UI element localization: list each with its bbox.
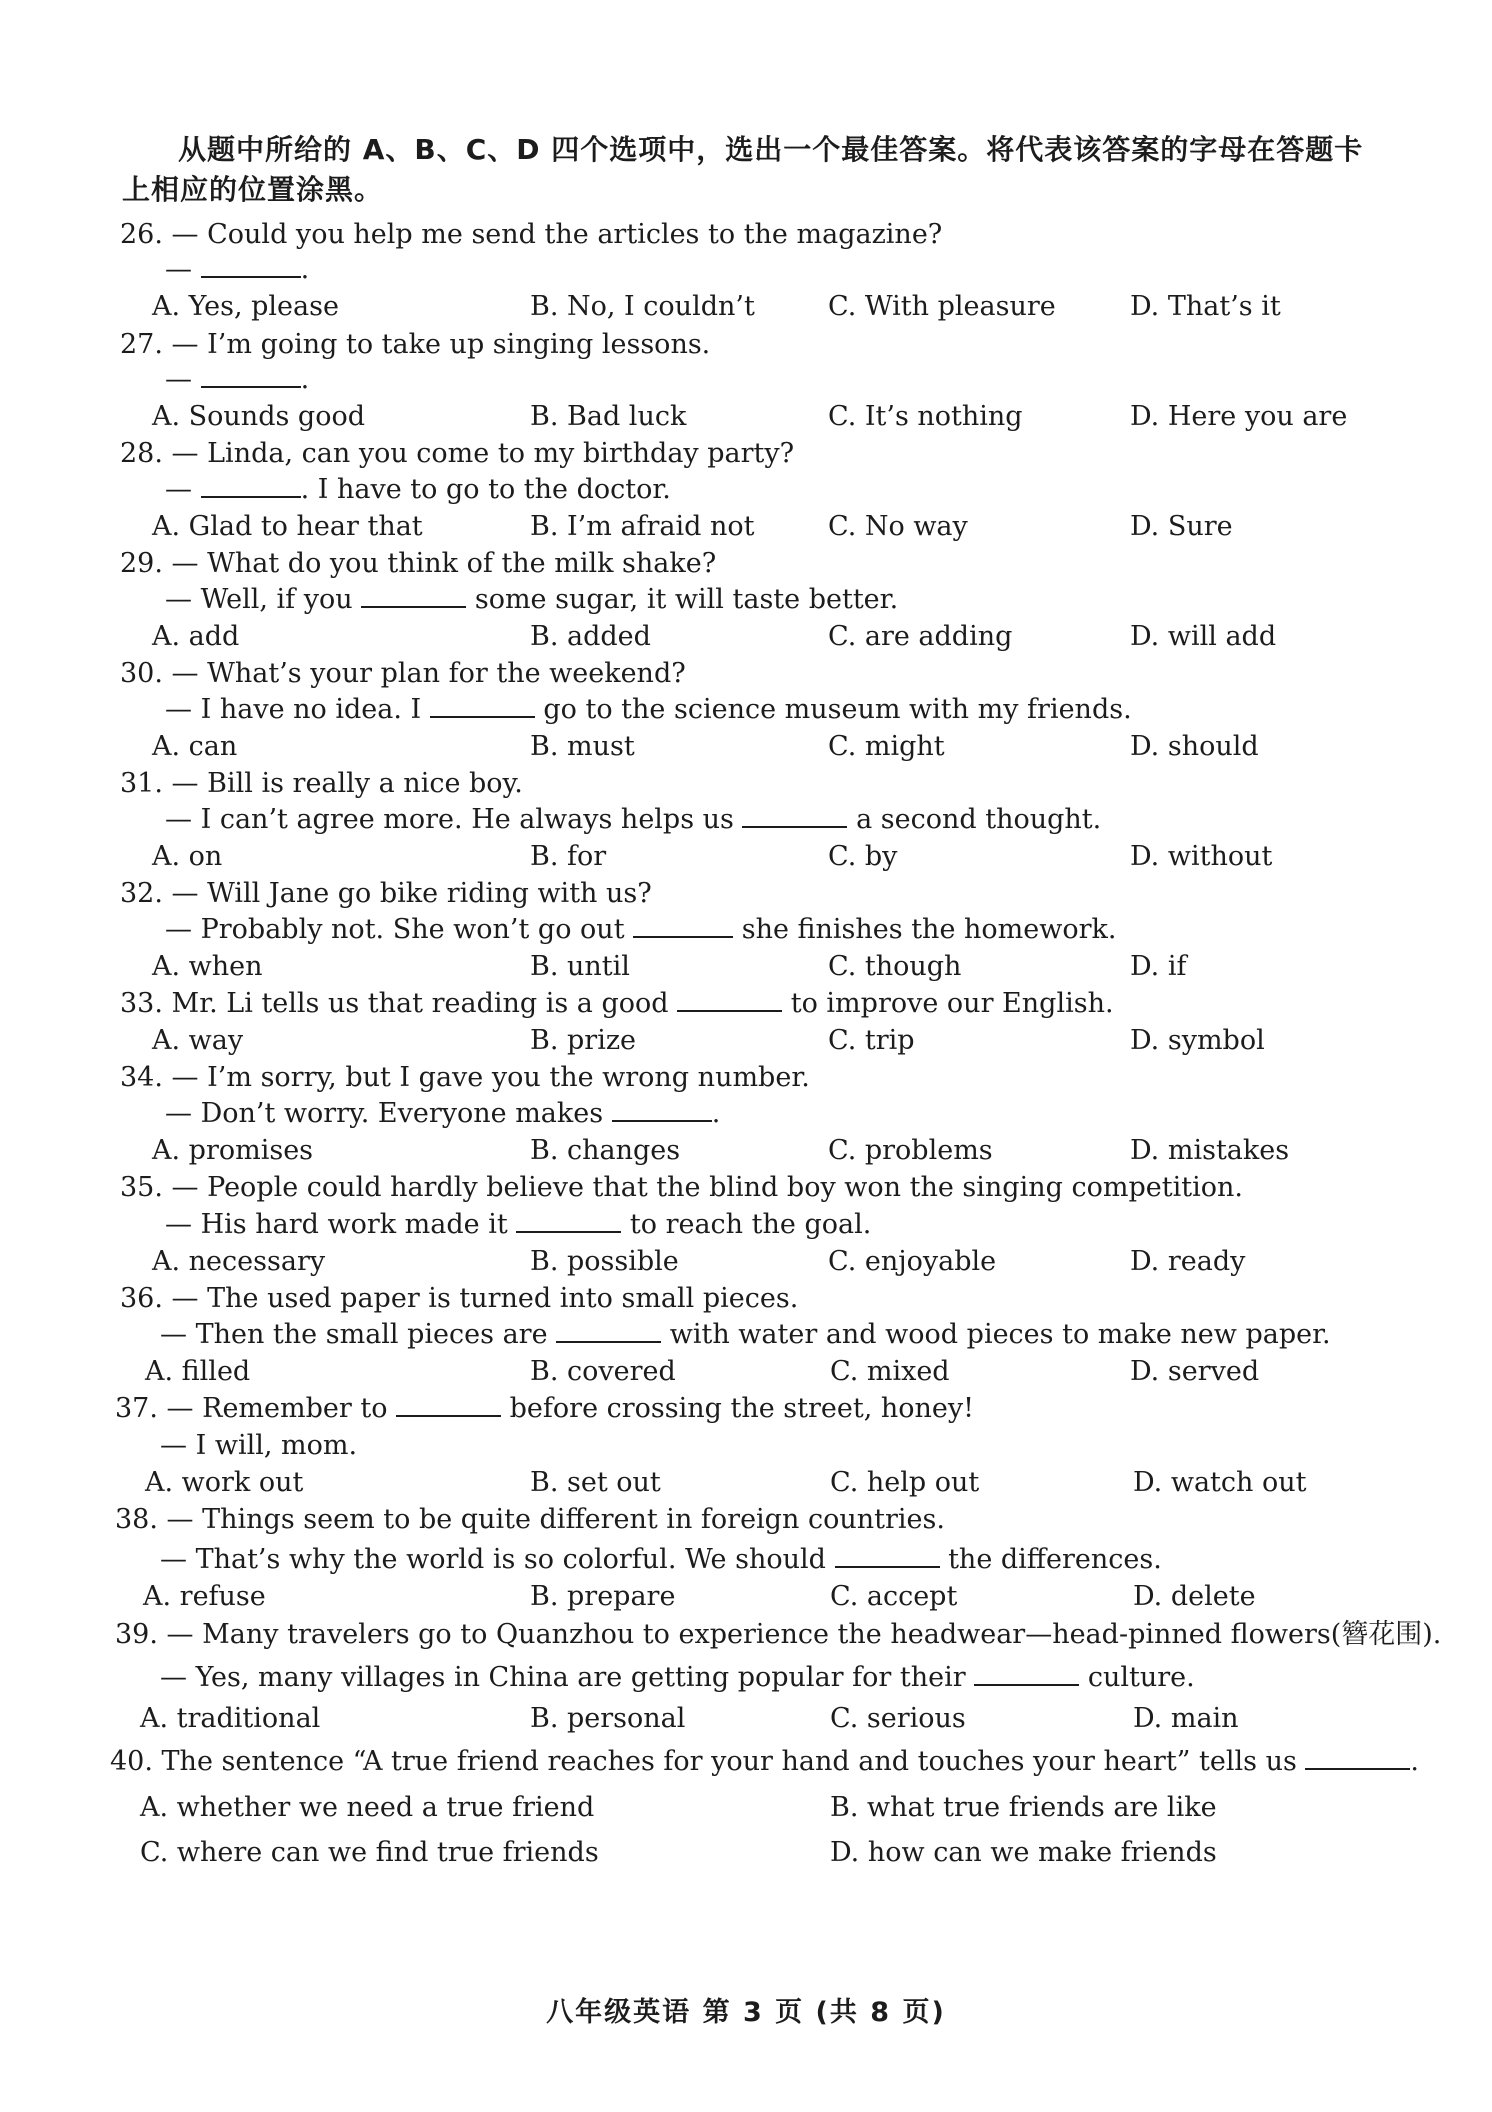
option-a: A. traditional <box>140 1703 321 1734</box>
answer-line-start: — <box>165 474 201 505</box>
question-line-1: — Many travelers go to Quanzhou to experience the headwear—head-pinned flowers(簪花围). <box>166 1619 1442 1650</box>
option-c: C. though <box>828 951 962 982</box>
option-a: A. Yes, please <box>152 291 339 322</box>
option-d: D. how can we make friends <box>830 1837 1217 1868</box>
answer-blank <box>516 1209 621 1233</box>
answer-blank <box>633 914 733 938</box>
question-line-1-start: — Remember to <box>166 1393 397 1424</box>
question-number: 32. <box>120 878 163 909</box>
option-d: D. ready <box>1130 1246 1246 1277</box>
answer-line-start: — Well, if you <box>165 584 362 615</box>
option-d: D. if <box>1130 951 1187 982</box>
option-d: D. delete <box>1133 1581 1256 1612</box>
question-number: 39. <box>115 1619 158 1650</box>
answer-line-end: the differences. <box>939 1544 1162 1575</box>
option-d: D. Sure <box>1130 511 1233 542</box>
option-b: B. possible <box>530 1246 679 1277</box>
reply-line: — I will, mom. <box>160 1430 358 1461</box>
option-c: C. trip <box>828 1025 915 1056</box>
option-a: A. Sounds good <box>152 401 365 432</box>
instructions <box>122 130 1372 210</box>
answer-line-start: — <box>165 364 201 395</box>
option-d: D. Here you are <box>1130 401 1348 432</box>
answer-line-end: with water and wood pieces to make new paper. <box>661 1319 1331 1350</box>
option-a: A. promises <box>152 1135 314 1166</box>
answer-line-start: — Then the small pieces are <box>160 1319 557 1350</box>
answer-blank <box>1305 1746 1410 1770</box>
question-number: 26. <box>120 219 163 250</box>
question-line-1-start: The sentence “A true friend reaches for your hand and touches your heart” tells us <box>161 1746 1306 1777</box>
option-c: C. mixed <box>830 1356 950 1387</box>
option-d: D. That’s it <box>1130 291 1281 322</box>
option-b: B. set out <box>530 1467 661 1498</box>
question-number: 27. <box>120 329 163 360</box>
option-c: C. might <box>828 731 945 762</box>
option-a: A. can <box>152 731 238 762</box>
question-number: 29. <box>120 548 163 579</box>
answer-blank <box>556 1319 661 1343</box>
answer-line-start: — Probably not. She won’t go out <box>165 914 634 945</box>
question-number: 30. <box>120 658 163 689</box>
option-a: A. on <box>152 841 223 872</box>
option-b: B. until <box>530 951 630 982</box>
option-b: B. Bad luck <box>530 401 687 432</box>
option-a: A. way <box>152 1025 244 1056</box>
answer-blank <box>396 1393 501 1417</box>
question-number: 35. <box>120 1172 163 1203</box>
question-line-1: — Linda, can you come to my birthday party? <box>171 438 795 469</box>
option-c: C. accept <box>830 1581 958 1612</box>
option-d: D. will add <box>1130 621 1277 652</box>
question-line-1-end: to improve our English. <box>782 988 1114 1019</box>
question-number: 33. <box>120 988 163 1019</box>
answer-blank <box>201 364 301 388</box>
answer-blank <box>430 694 535 718</box>
option-b: B. added <box>530 621 651 652</box>
answer-line-end: . <box>300 254 310 285</box>
question-line-1-end: . <box>1410 1746 1420 1777</box>
answer-blank <box>361 584 466 608</box>
option-b: B. No, I couldn’t <box>530 291 755 322</box>
answer-line-end: culture. <box>1079 1662 1195 1693</box>
answer-blank <box>835 1544 940 1568</box>
option-b: B. prize <box>530 1025 637 1056</box>
answer-line-start: — I have no idea. I <box>165 694 430 725</box>
option-c: C. With pleasure <box>828 291 1056 322</box>
option-b: B. I’m afraid not <box>530 511 755 542</box>
question-number: 38. <box>115 1504 158 1535</box>
option-d: D. mistakes <box>1130 1135 1290 1166</box>
instructions-line-1: 从题中所给的 A、B、C、D 四个选项中，选出一个最佳答案。将代表该答案的字母在答题卡 <box>178 133 1364 166</box>
question-number: 37. <box>115 1393 158 1424</box>
option-a: A. refuse <box>143 1581 266 1612</box>
option-c: C. help out <box>830 1467 980 1498</box>
option-d: D. served <box>1130 1356 1260 1387</box>
answer-blank <box>201 474 301 498</box>
option-d: D. symbol <box>1130 1025 1265 1056</box>
question-line-1-start: Mr. Li tells us that reading is a good <box>171 988 678 1019</box>
question-line-1: — I’m sorry, but I gave you the wrong number. <box>171 1062 810 1093</box>
answer-line-end: some sugar, it will taste better. <box>466 584 899 615</box>
answer-line-end: a second thought. <box>847 804 1102 835</box>
answer-line-start: — That’s why the world is so colorful. We should <box>160 1544 835 1575</box>
answer-line-end: to reach the goal. <box>621 1209 872 1240</box>
question-line-1: — What’s your plan for the weekend? <box>171 658 686 689</box>
answer-line-end: . <box>300 364 310 395</box>
option-a: A. filled <box>145 1356 251 1387</box>
answer-line-end: . I have to go to the doctor. <box>300 474 671 505</box>
answer-blank <box>612 1098 712 1122</box>
option-b: B. for <box>530 841 607 872</box>
option-a: A. work out <box>145 1467 304 1498</box>
instructions-line-2: 上相应的位置涂黑。 <box>122 173 384 206</box>
answer-blank <box>201 254 301 278</box>
option-a: A. add <box>152 621 240 652</box>
page-footer: 八年级英语 第 3 页 (共 8 页) <box>546 1997 946 2028</box>
option-c: C. No way <box>828 511 968 542</box>
answer-line-end: go to the science museum with my friends. <box>534 694 1132 725</box>
option-b: B. what true friends are like <box>830 1792 1217 1823</box>
answer-line-end: . <box>711 1098 721 1129</box>
answer-line-start: — <box>165 254 201 285</box>
option-c: C. are adding <box>828 621 1013 652</box>
option-b: B. must <box>530 731 635 762</box>
answer-blank <box>742 804 847 828</box>
question-number: 36. <box>120 1283 163 1314</box>
option-c: C. by <box>828 841 898 872</box>
option-b: B. personal <box>530 1703 686 1734</box>
option-c: C. enjoyable <box>828 1246 997 1277</box>
option-a: A. when <box>152 951 263 982</box>
answer-line-start: — Yes, many villages in China are getting popular for their <box>160 1662 975 1693</box>
question-line-1: — Will Jane go bike riding with us? <box>171 878 652 909</box>
option-b: B. changes <box>530 1135 681 1166</box>
question-line-1-end: before crossing the street, honey! <box>501 1393 975 1424</box>
option-b: B. prepare <box>530 1581 676 1612</box>
question-line-1: — People could hardly believe that the blind boy won the singing competition. <box>171 1172 1243 1203</box>
question-number: 34. <box>120 1062 163 1093</box>
option-a: A. Glad to hear that <box>152 511 423 542</box>
answer-line-end: she finishes the homework. <box>733 914 1117 945</box>
answer-blank <box>974 1662 1079 1686</box>
question-number: 40. <box>110 1746 153 1777</box>
question-number: 28. <box>120 438 163 469</box>
question-line-1: — Bill is really a nice boy. <box>171 768 523 799</box>
question-line-1: — Could you help me send the articles to the magazine? <box>171 219 943 250</box>
option-d: D. should <box>1130 731 1259 762</box>
option-d: D. main <box>1133 1703 1239 1734</box>
option-c: C. where can we find true friends <box>140 1837 599 1868</box>
option-a: A. whether we need a true friend <box>140 1792 595 1823</box>
option-c: C. problems <box>828 1135 993 1166</box>
question-line-1: — What do you think of the milk shake? <box>171 548 717 579</box>
option-b: B. covered <box>530 1356 676 1387</box>
option-c: C. It’s nothing <box>828 401 1023 432</box>
question-line-1: — The used paper is turned into small pieces. <box>171 1283 799 1314</box>
answer-line-start: — I can’t agree more. He always helps us <box>165 804 743 835</box>
answer-line-start: — His hard work made it <box>165 1209 517 1240</box>
question-line-1: — I’m going to take up singing lessons. <box>171 329 711 360</box>
option-a: A. necessary <box>152 1246 326 1277</box>
question-number: 31. <box>120 768 163 799</box>
option-d: D. watch out <box>1133 1467 1307 1498</box>
question-line-1: — Things seem to be quite different in foreign countries. <box>166 1504 945 1535</box>
option-c: C. serious <box>830 1703 966 1734</box>
answer-line-start: — Don’t worry. Everyone makes <box>165 1098 612 1129</box>
option-d: D. without <box>1130 841 1273 872</box>
answer-blank <box>677 988 782 1012</box>
